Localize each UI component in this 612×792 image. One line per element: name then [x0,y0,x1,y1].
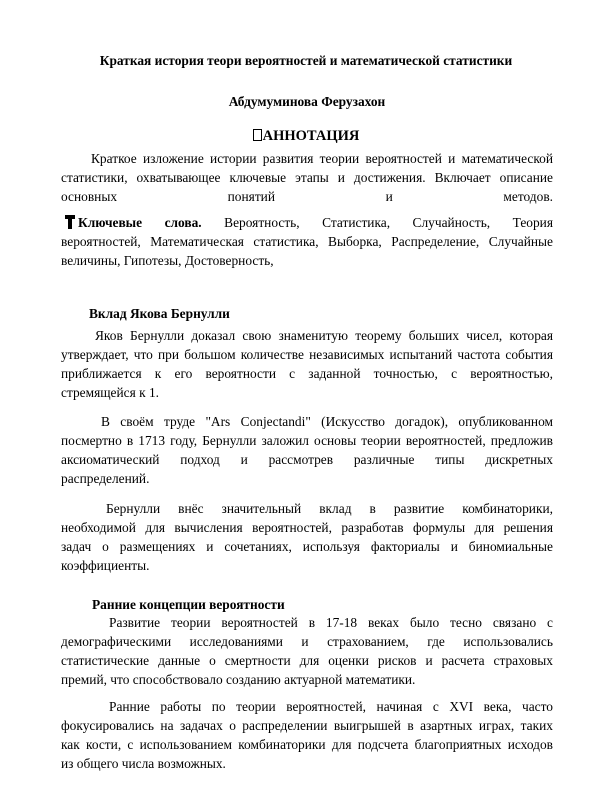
keywords-label: Ключевые слова. [78,215,202,230]
paragraph-line: премий, что способствовало созданию актуарной математики. [61,672,416,687]
paragraph-line: посмертно в 1713 году, Бернулли заложил основы теории вероятностей, предложив [61,433,553,448]
paragraph-line: как кости, с использованием комбинаторики для подсчета благоприятных исходов [61,737,553,752]
keywords-line: Вероятность, Статистика, Случайность, Теория [224,215,553,230]
annotation-line: основных понятий и методов. [61,189,553,204]
bernoulli-paragraph-1 [61,326,553,402]
paragraph-line: из общего числа возможных. [61,756,226,771]
early-paragraph-2 [61,697,553,773]
paragraph-line: аксиоматический подход и рассмотрев различные типы дискретных [61,452,553,467]
keywords-line: величины, Гипотезы, Достоверность, [61,253,274,268]
author-name: Абдумуминова Ферузахон [228,94,386,109]
annotation-heading-text: АННОТАЦИЯ [262,128,360,144]
paragraph-line: утверждает, что при большом количестве независимых испытаний частота события [61,347,553,362]
annotation-line: статистики, охватывающее ключевые этапы и достижения. Включает описание [61,170,553,185]
paragraph-line: фокусировались на задачах о распределении выигрышей в азартных играх, таких [61,718,553,733]
document-title: Краткая история теори вероятностей и математической статистики [99,53,513,68]
paragraph-line: распределений. [61,471,150,486]
paragraph-line: статистические данные о смертности для оценки рисков и расчета страховых [61,653,553,668]
paragraph-line: задач о размещениях и сочетаниях, используя факториалы и биномиальные [61,539,553,554]
paragraph-line: необходимой для вычисления вероятностей, разработав формулы для решения [61,520,553,535]
paragraph-line: Ранние работы по теории вероятностей, начиная с XVI века, часто [109,699,553,714]
annotation-paragraph [61,149,553,206]
bernoulli-paragraph-2 [61,412,553,488]
annotation-line: Краткое изложение истории развития теории вероятностей и математической [91,151,553,166]
bernoulli-paragraph-3 [61,499,553,575]
paragraph-line: демографическими исследованиями и страхованием, где использовались [61,634,553,649]
pin-icon [65,215,75,229]
paragraph-line: приближается к его вероятности с заданной точностью, с вероятностью, [61,366,553,381]
paragraph-line: Бернулли внёс значительный вклад в развитие комбинаторики, [106,501,553,516]
paragraph-line: Яков Бернулли доказал свою знаменитую теорему больших чисел, которая [95,328,553,343]
section-heading-early-concepts: Ранние концепции вероятности [92,597,285,612]
section-heading-bernoulli: Вклад Якова Бернулли [89,306,230,321]
paragraph-line: Развитие теории вероятностей в 17-18 веках было тесно связано с [109,615,553,630]
paragraph-line: коэффициенты. [61,558,150,573]
keywords-line: вероятностей, Математическая статистика, Выборка, Распределение, Случайные [61,234,553,249]
paragraph-line: стремящейся к 1. [61,385,159,400]
paragraph-line: В своём труде "Ars Conjectandi" (Искусство догадок), опубликованном [101,414,553,429]
missing-glyph-icon [253,129,262,141]
early-paragraph-1 [61,613,553,689]
annotation-heading [180,127,432,146]
keywords-paragraph [61,213,553,270]
